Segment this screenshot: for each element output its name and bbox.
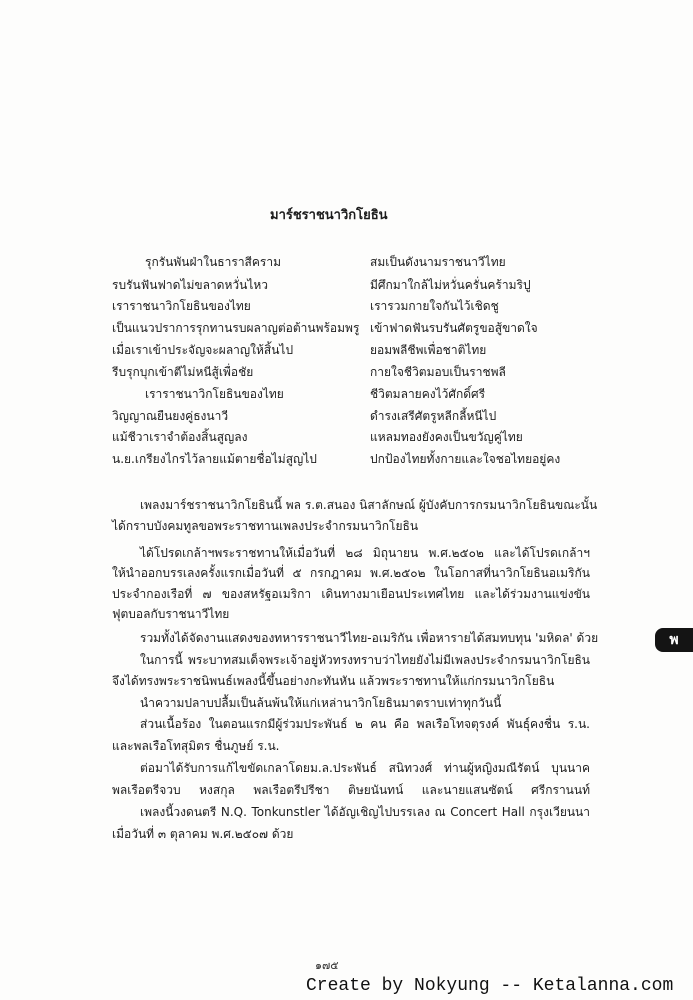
poem-line-left: เราราชนาวิกโยธินของไทย bbox=[112, 299, 251, 313]
poem-line-right: กายใจชีวิตมอบเป็นราชพลี bbox=[370, 365, 506, 379]
poem-line-right: มีศึกมาใกล้ไม่หวั่นครั่นคร้ามริปู bbox=[370, 278, 531, 292]
body-line: ในการนี้ พระบาทสมเด็จพระเจ้าอยู่หัวทรงทราบว่าไทยยังไม่มีเพลงประจำกรมนาวิกโยธิน bbox=[140, 653, 590, 667]
poem-line-left: เราราชนาวิกโยธินของไทย bbox=[145, 387, 284, 401]
poem-line-right: เข้าฟาดฟันรบรันศัตรูขอสู้ขาดใจ bbox=[370, 321, 538, 335]
poem-line-left: เมื่อเราเข้าประจัญจะผลาญให้สิ้นไป bbox=[112, 343, 294, 357]
poem-line-right: ยอมพลีชีพเพื่อชาติไทย bbox=[370, 343, 487, 357]
body-line: ฟุตบอลกับราชนาวีไทย bbox=[112, 607, 230, 621]
poem-line-left: รบรันฟันฟาดไม่ขลาดหวั่นไหว bbox=[112, 278, 269, 292]
body-line: ให้นำออกบรรเลงครั้งแรกเมื่อวันที่ ๕ กรกฎาคม พ.ศ.๒๕๐๒ ในโอกาสที่นาวิกโยธินอเมริกัน bbox=[112, 566, 590, 580]
body-line: เมื่อวันที่ ๓ ตุลาคม พ.ศ.๒๕๐๗ ด้วย bbox=[112, 827, 294, 841]
poem-line-right: ดำรงเสรีศัตรูหลีกลี้หนีไป bbox=[370, 409, 497, 423]
poem-line-right: ชีวิตมลายคงไว้ศักดิ์ศรี bbox=[370, 387, 486, 401]
poem-line-left: วิญญาณยืนยงคู่ธงนาวี bbox=[112, 409, 229, 423]
body-line: ประจำกองเรือที่ ๗ ของสหรัฐอเมริกา เดินทางมาเยือนประเทศไทย และได้ร่วมงานแข่งขัน bbox=[112, 587, 590, 601]
footer-credit: Create by Nokyung -- Ketalanna.com bbox=[306, 976, 674, 996]
body-line: ส่วนเนื้อร้อง ในตอนแรกมีผู้ร่วมประพันธ์ ๒ คน คือ พลเรือโทจตุรงค์ พันธุ์คงชื่น ร.น. bbox=[140, 717, 590, 731]
body-line: ได้กราบบังคมทูลขอพระราชทานเพลงประจำกรมนาวิกโยธิน bbox=[112, 519, 419, 533]
body-line: ได้โปรดเกล้าฯพระราชทานให้เมื่อวันที่ ๒๘ มิถุนายน พ.ศ.๒๕๐๒ และได้โปรดเกล้าฯ bbox=[140, 546, 590, 560]
body-line: และพลเรือโทสุมิตร ชื่นภูษย์ ร.น. bbox=[112, 739, 280, 753]
poem-line-right: ปกป้องไทยทั้งกายและใจชอไทยอยู่คง bbox=[370, 452, 561, 466]
body-line: เพลงมาร์ชราชนาวิกโยธินนี้ พล ร.ต.สนอง นิสาลักษณ์ ผู้บังคับการกรมนาวิกโยธินขณะนั้น bbox=[140, 498, 598, 512]
poem-line-left: น.ย.เกรียงไกรไว้ลายแม้ตายชื่อไม่สูญไป bbox=[112, 452, 317, 466]
poem-line-left: รีบรุกบุกเข้าตีไม่หนีสู้เพื่อชัย bbox=[112, 365, 254, 379]
body-line: นำความปลาบปลื้มเป็นล้นพ้นให้แก่เหล่านาวิกโยธินมาตราบเท่าทุกวันนี้ bbox=[140, 696, 502, 710]
body-line: เพลงนี้วงดนตรี N.Q. Tonkunstler ได้อัญเชิญไปบรรเลง ณ Concert Hall กรุงเวียนนา bbox=[140, 805, 590, 819]
song-title: มาร์ชราชนาวิกโยธิน bbox=[270, 208, 388, 223]
page-number: ๑๗๕ bbox=[315, 959, 339, 972]
poem-line-right: แหลมทองยังคงเป็นขวัญคู่ไทย bbox=[370, 430, 523, 444]
body-line: จึงได้ทรงพระราชนิพนธ์เพลงนี้ขึ้นอย่างกะทันหัน แล้วพระราชทานให้แก่กรมนาวิกโยธิน bbox=[112, 674, 555, 688]
poem-line-left: แม้ชีวาเราจำต้องสิ้นสูญลง bbox=[112, 430, 248, 444]
section-tab: พ bbox=[655, 628, 693, 652]
poem-line-left: เป็นแนวปราการรุกทานรบผลาญต่อต้านพร้อมพรู bbox=[112, 321, 360, 335]
poem-line-right: สมเป็นดังนามราชนาวีไทย bbox=[370, 255, 506, 269]
poem-line-right: เรารวมกายใจกันไว้เชิดชู bbox=[370, 299, 499, 313]
body-line: พลเรือตรีจวบ หงสกุล พลเรือตรีปรีชา ติษยนันทน์ และนายแสนซัตน์ ศรีกรานนท์ bbox=[112, 783, 590, 797]
poem-line-left: รุกรันพันฝ่าในธาราสีคราม bbox=[145, 255, 281, 269]
body-line: ต่อมาได้รับการแก้ไขขัดเกลาโดยม.ล.ประพันธ์ สนิทวงศ์ ท่านผู้หญิงมณีรัตน์ บุนนาค bbox=[140, 761, 590, 775]
body-line: รวมทั้งได้จัดงานแสดงของทหารราชนาวีไทย-อเมริกัน เพื่อหารายได้สมทบทุน 'มหิดล' ด้วย bbox=[140, 631, 599, 645]
